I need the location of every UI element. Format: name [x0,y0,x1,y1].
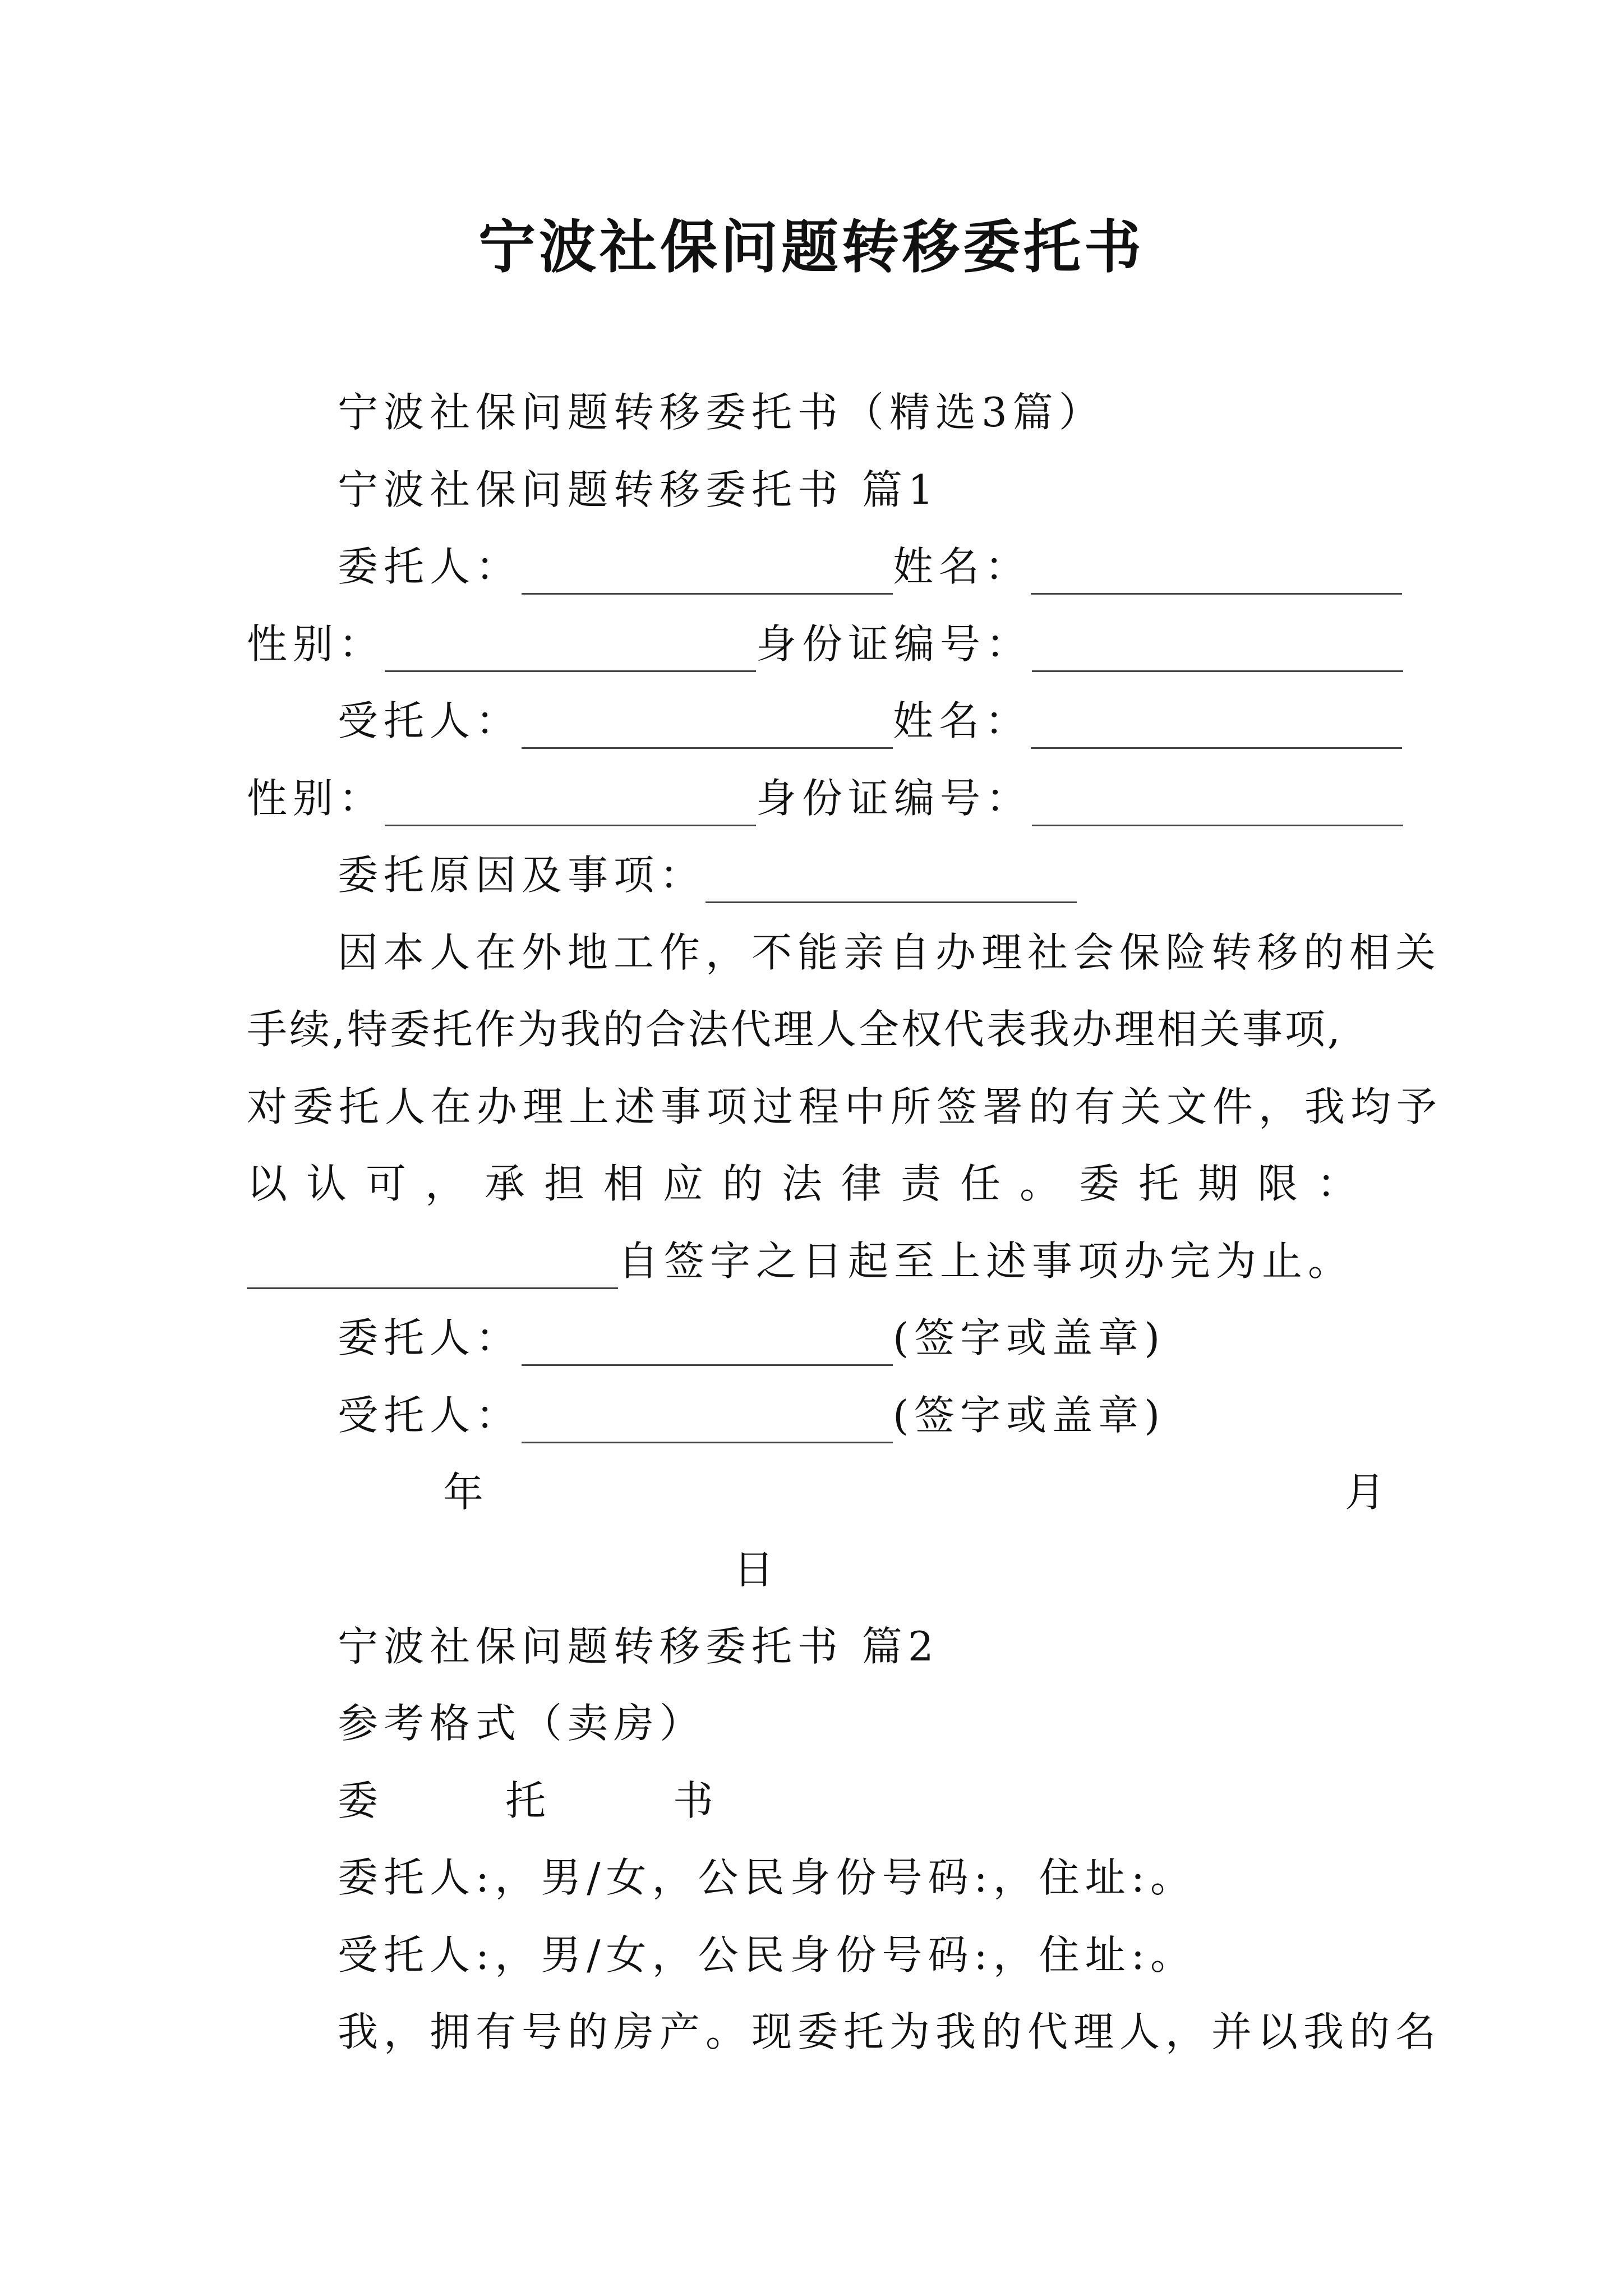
principal-row [338,539,1391,595]
principal-gender-row [247,616,1391,672]
id-field [756,770,1403,826]
date-year: 年 [443,1469,490,1516]
body-line: 对委托人在办理上述事项过程中所签署的有关文件，我均予 [247,1083,1443,1130]
principal-label: 委托人： [338,543,522,590]
agent-name-blank[interactable] [1031,710,1402,749]
principal-signature-row [338,1310,1391,1366]
reason-row [338,847,1391,903]
doc-title-char: 托 [505,1777,551,1824]
date-month: 月 [1344,1469,1391,1516]
body-line: 因本人在外地工作，不能亲自办理社会保险转移的相关 [338,929,1442,976]
agent-gender-row [247,770,1391,826]
term-field [247,1233,1391,1289]
section2-agent-line: 受托人:，男/女，公民身份号码:，住址:。 [338,1931,1197,1978]
agent-blank[interactable] [522,710,893,749]
principal-id-blank[interactable] [1032,633,1403,672]
name-label: 姓名： [893,543,1031,590]
section2-last-line: 我，拥有号的房产。现委托为我的代理人，并以我的名 [338,2008,1442,2055]
term-row [247,1233,1391,1289]
section2-doc-title [338,1773,730,1829]
body-line: 以认可，承担相应的法律责任。委托期限： [247,1160,1377,1207]
document-title: 宁波社保问题转移委托书 [478,214,1145,281]
agent-gender-blank[interactable] [385,788,756,826]
signature-note: (签字或盖章) [893,1314,1166,1361]
principal-name-field [893,539,1402,595]
section2-heading: 宁波社保问题转移委托书 篇2 [338,1623,939,1670]
reason-blank[interactable] [706,864,1077,903]
agent-field [338,693,893,749]
agent-id-blank[interactable] [1032,788,1403,826]
principal-gender-blank[interactable] [385,633,756,672]
principal-signature-label: 委托人： [338,1314,522,1361]
gender-label: 性别： [247,620,385,668]
reason-field [338,847,1391,903]
agent-label: 受托人： [338,697,522,744]
doc-title-char: 书 [672,1777,719,1824]
gender-field [247,770,756,826]
name-label: 姓名： [893,697,1031,744]
agent-signature-blank[interactable] [522,1405,893,1443]
section2-principal-line: 委托人:，男/女，公民身份号码:，住址:。 [338,1854,1197,1901]
principal-signature-field [338,1310,1391,1366]
principal-field [338,539,893,595]
agent-signature-row [338,1387,1391,1443]
agent-signature-field [338,1387,1391,1443]
intro-line: 宁波社保问题转移委托书（精选3篇） [338,389,1105,436]
id-field [756,616,1403,672]
agent-row [338,693,1391,749]
section2-ref: 参考格式（卖房） [338,1700,706,1747]
doc-title-chars [338,1773,719,1829]
agent-name-field [893,693,1402,749]
agent-signature-label: 受托人： [338,1392,522,1439]
principal-blank[interactable] [522,556,893,595]
gender-label: 性别： [247,775,385,822]
date-row [443,1464,1391,1520]
principal-signature-blank[interactable] [522,1327,893,1366]
signature-note: (签字或盖章) [893,1392,1166,1439]
term-blank[interactable] [247,1250,618,1289]
section1-heading: 宁波社保问题转移委托书 篇1 [338,466,939,513]
doc-title-char: 委 [338,1777,384,1824]
id-label: 身份证编号： [756,620,1032,668]
date-day: 日 [734,1546,780,1593]
gender-field [247,616,756,672]
reason-label: 委托原因及事项： [338,852,706,899]
principal-name-blank[interactable] [1031,556,1402,595]
body-line: 手续,特委托作为我的合法代理人全权代表我办理相关事项, [247,1006,1343,1053]
id-label: 身份证编号： [756,775,1032,822]
term-suffix: 自签字之日起至上述事项办完为止。 [618,1237,1354,1285]
